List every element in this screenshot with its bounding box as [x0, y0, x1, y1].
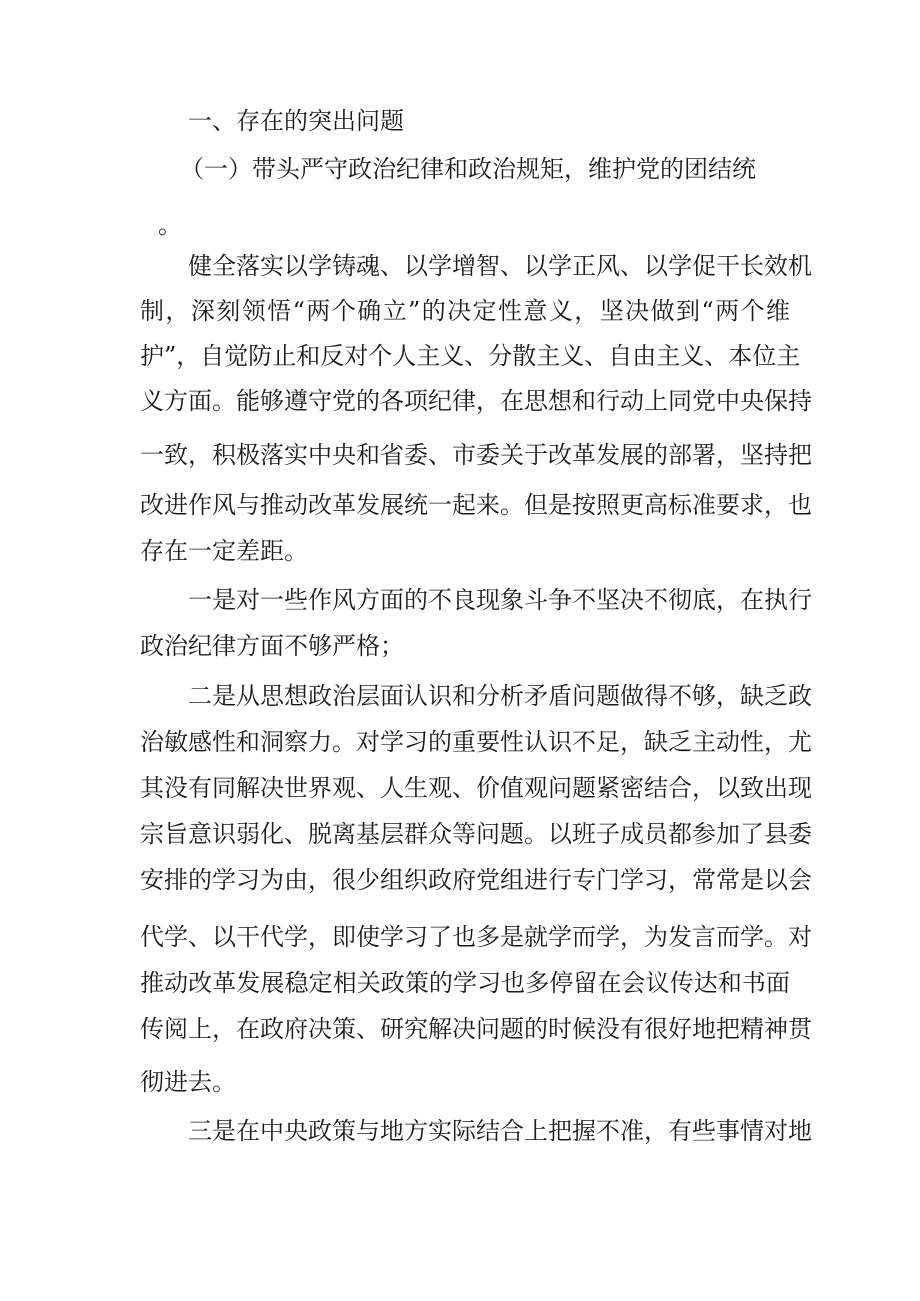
paragraph-line: 护”，自觉防止和反对个人主义、分散主义、自由主义、本位主 [140, 342, 801, 370]
paragraph-line: 其没有同解决世界观、人生观、价值观问题紧密结合，以致出现 [140, 774, 812, 802]
paragraph-line: 一是对一些作风方面的不良现象斗争不坚决不彻底，在执行 [188, 586, 812, 614]
paragraph-line: 宗旨意识弱化、脱离基层群众等问题。以班子成员都参加了县委 [140, 820, 812, 848]
paragraph-line: 安排的学习为由，很少组织政府党组进行专门学习，常常是以会 [140, 866, 812, 894]
paragraph-line: 代学、以干代学，即使学习了也多是就学而学，为发言而学。对 [140, 923, 812, 951]
paragraph-line: 制，深刻领悟“两个确立”的决定性意义，坚决做到“两个维 [140, 297, 790, 325]
paragraph-line: 治敏感性和洞察力。对学习的重要性认识不足，缺乏主动性，尤 [140, 728, 812, 756]
paragraph-line: 政治纪律方面不够严格； [140, 632, 404, 660]
paragraph-line: 彻进去。 [140, 1068, 236, 1096]
paragraph-line: 推动改革发展稳定相关政策的学习也多停留在会议传达和书面 [140, 969, 790, 997]
subsection-heading-tail: 。 [158, 211, 182, 239]
section-heading: 一、存在的突出问题 [188, 107, 404, 135]
paragraph-line: 三是在中央政策与地方实际结合上把握不准，有些事情对地 [188, 1117, 812, 1145]
paragraph-line: 健全落实以学铸魂、以学增智、以学正风、以学促干长效机 [188, 252, 812, 280]
paragraph-line: 义方面。能够遵守党的各项纪律，在思想和行动上同党中央保持 [140, 387, 812, 415]
paragraph-line: 一致，积极落实中央和省委、市委关于改革发展的部署，坚持把 [140, 441, 812, 469]
paragraph-line: 传阅上，在政府决策、研究解决问题的时候没有很好地把精神贯 [140, 1015, 812, 1043]
paragraph-line: 改进作风与推动改革发展统一起来。但是按照更高标准要求，也 [140, 491, 812, 519]
paragraph-line: 二是从思想政治层面认识和分析矛盾问题做得不够，缺乏政 [188, 682, 812, 710]
paragraph-line: 存在一定差距。 [140, 537, 308, 565]
subsection-heading: （一）带头严守政治纪律和政治规矩，维护党的团结统 [180, 155, 756, 183]
